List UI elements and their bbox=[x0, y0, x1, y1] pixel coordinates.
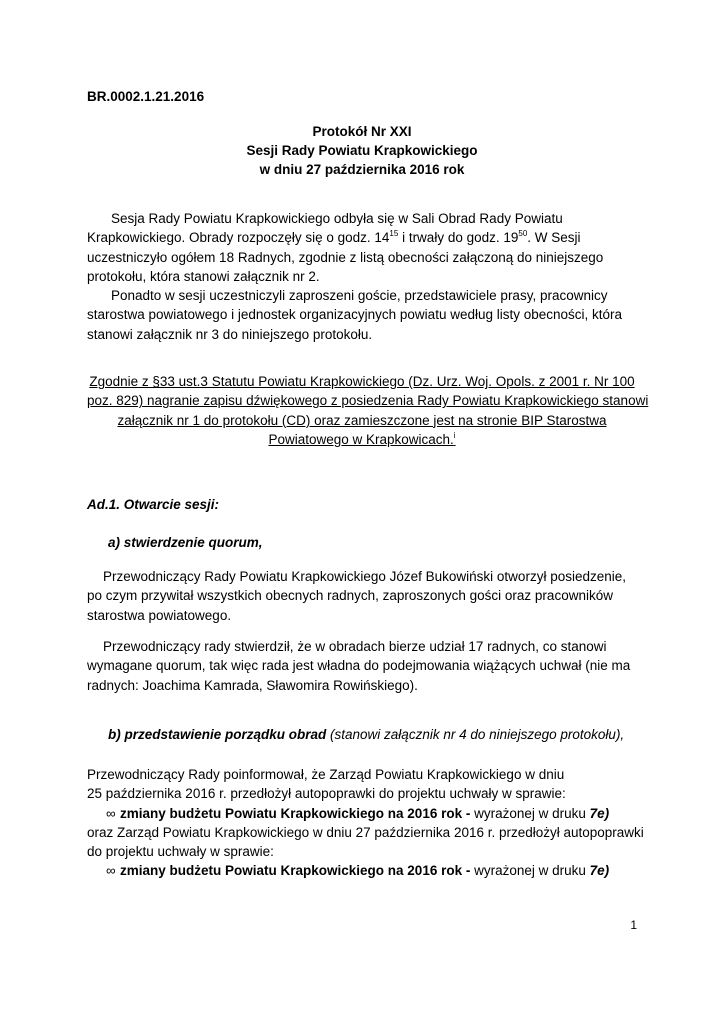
agenda-bullet-2: ∞ zmiany budżetu Powiatu Krapkowickiego na 2016 rok - wyrażonej w druku 7e) bbox=[87, 861, 637, 880]
section-heading-ad1: Ad.1. Otwarcie sesji: bbox=[87, 497, 220, 512]
page-number: 1 bbox=[630, 918, 637, 932]
quorum-paragraph bbox=[87, 637, 637, 695]
statute-line-last: Powiatowego w Krapkowicach.$^i$ bbox=[268, 430, 456, 447]
intro-line: stanowi załącznik nr 3 do niniejszego protokołu. bbox=[87, 326, 373, 342]
reference-number: BR.0002.1.21.2016 bbox=[87, 89, 205, 104]
quorum-line: wymagane quorum, tak więc rada jest władna do podejmowania wiążących uchwał (nie ma bbox=[87, 658, 631, 674]
bullet-icon: ∞ bbox=[106, 805, 116, 821]
statute-line: załącznik nr 1 do protokołu (CD) oraz zamieszczone jest na stronie BIP Starostwa bbox=[117, 412, 607, 428]
opening-line: starostwa powiatowego. bbox=[87, 607, 232, 623]
footnote-mark[interactable]: i bbox=[453, 430, 456, 440]
intro-line: uczestniczyło ogółem 18 Radnych, zgodnie z listą obecności załączoną do niniejszego bbox=[87, 249, 604, 265]
agenda-line: 25 października 2016 r. przedłożył autopoprawki do projektu uchwały w sprawie: bbox=[87, 786, 566, 802]
opening-paragraph bbox=[87, 567, 637, 625]
agenda-line: Przewodniczący Rady poinformował, że Zarząd Powiatu Krapkowickiego w dniu bbox=[87, 767, 565, 782]
title-line-2: Sesji Rady Powiatu Krapkowickiego bbox=[246, 143, 478, 158]
opening-line: Przewodniczący Rady Powiatu Krapkowickiego Józef Bukowiński otworzył posiedzenie, bbox=[103, 569, 626, 584]
statute-line: Zgodnie z §33 ust.3 Statutu Powiatu Krapkowickiego (Dz. Urz. Woj. Opols. z 2001 r. Nr 100 bbox=[89, 374, 635, 389]
agenda-note: (stanowi załącznik nr 4 do niniejszego protokołu), bbox=[326, 727, 625, 742]
agenda-bullet-1: ∞ zmiany budżetu Powiatu Krapkowickiego na 2016 rok - wyrażonej w druku 7e) bbox=[87, 804, 637, 823]
intro-line: Ponadto w sesji uczestniczyli zaproszeni goście, przedstawiciele prasy, pracownicy bbox=[111, 288, 608, 304]
title-line-1: Protokół Nr XXI bbox=[312, 124, 412, 139]
protocol-title bbox=[87, 122, 637, 179]
intro-line: protokołu, która stanowi załącznik nr 2. bbox=[87, 268, 320, 284]
opening-line: po czym przywitał wszystkich obecnych radnych, zaproszonych gości oraz pracowników bbox=[87, 588, 613, 604]
agenda-line: oraz Zarząd Powiatu Krapkowickiego w dniu 27 października 2016 r. przedłożył autopoprawki bbox=[87, 824, 644, 840]
intro-line: Sesja Rady Powiatu Krapkowickiego odbyła się w Sali Obrad Rady Powiatu bbox=[111, 211, 563, 226]
bullet-icon: ∞ bbox=[106, 863, 116, 879]
intro-paragraph bbox=[87, 209, 637, 344]
agenda-line: do projektu uchwały w sprawie: bbox=[87, 844, 274, 860]
intro-line-times: Krapkowickiego. Obrady rozpoczęły się o godz. $14^{15}$ i trwały do godz. $19^{50}$. W Sesji bbox=[87, 229, 581, 246]
subsection-heading-a: a) stwierdzenie quorum, bbox=[108, 535, 263, 550]
intro-line: starostwa powiatowego i jednostek organizacyjnych powiatu według listy obecności, która bbox=[87, 307, 623, 323]
quorum-line: Przewodniczący rady stwierdził, że w obradach bierze udział 17 radnych, co stanowi bbox=[103, 639, 607, 654]
subsection-heading-b: b) przedstawienie porządku obrad (stanowi załącznik nr 4 do niniejszego protokołu), bbox=[108, 727, 625, 742]
statute-notice bbox=[87, 372, 649, 449]
statute-line: poz. 829) nagranie zapisu dźwiękowego z posiedzenia Rady Powiatu Krapkowickiego stanowi bbox=[87, 393, 649, 409]
title-line-3: w dniu 27 października 2016 rok bbox=[259, 162, 465, 177]
quorum-line: radnych: Joachima Kamrada, Sławomira Rowińskiego). bbox=[87, 677, 418, 693]
agenda-paragraph bbox=[87, 765, 644, 881]
